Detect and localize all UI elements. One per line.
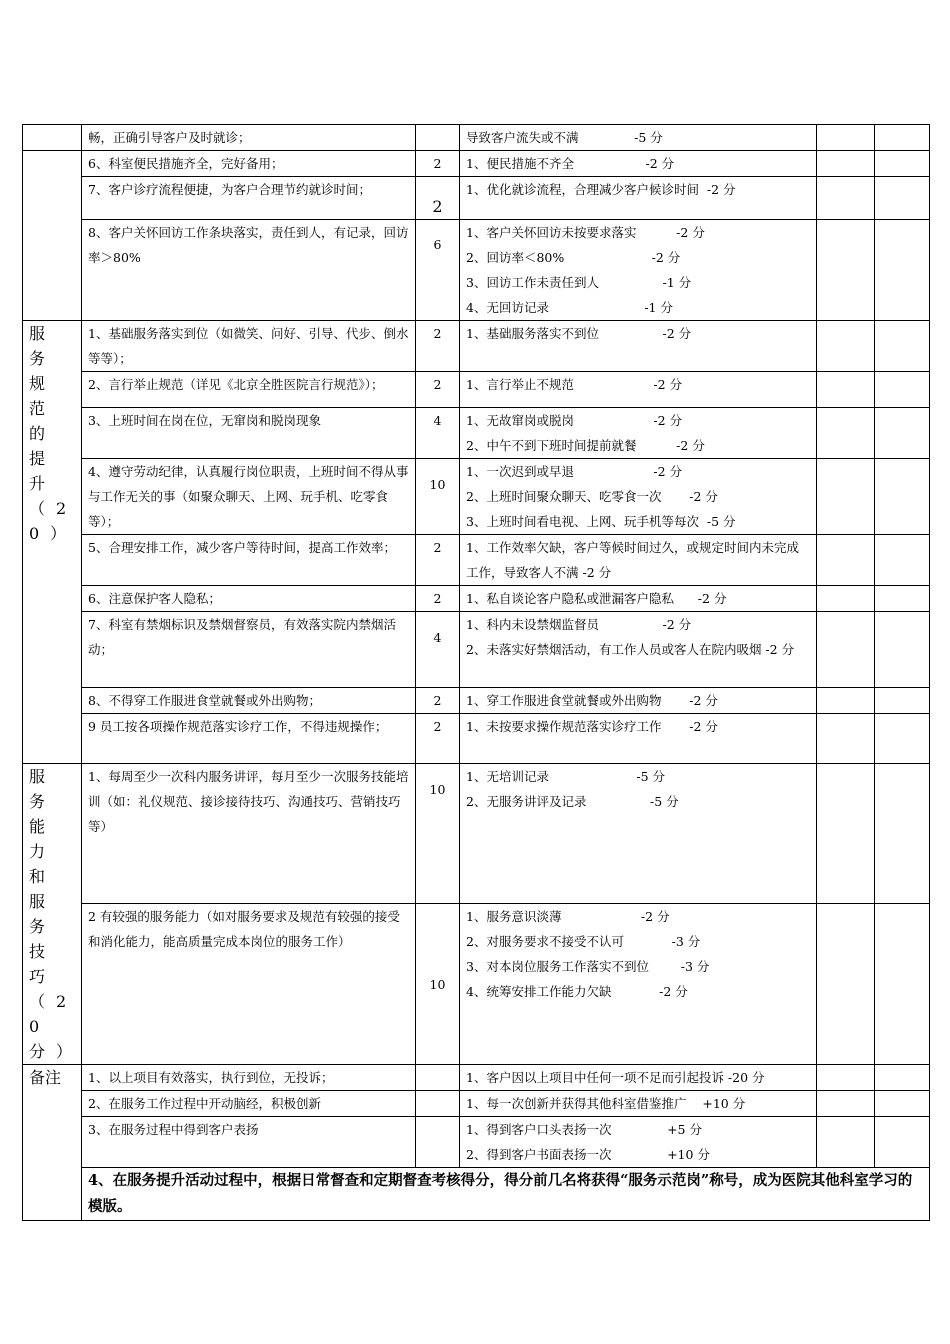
rule-cell bbox=[460, 688, 817, 714]
rule-line: 1、未按要求操作规范落实诊疗工作 -2 分 bbox=[466, 719, 718, 734]
score-cell: 10 bbox=[416, 459, 460, 535]
result-cell bbox=[817, 151, 875, 177]
remark-cell bbox=[875, 535, 930, 586]
rule-line: 1、无故窜岗或脱岗 -2 分 bbox=[466, 413, 683, 428]
result-cell bbox=[817, 688, 875, 714]
rule-line: 导致客户流失或不满 -5 分 bbox=[466, 130, 663, 145]
remark-cell bbox=[875, 372, 930, 408]
category-cell bbox=[23, 125, 82, 151]
remark-cell bbox=[875, 1091, 930, 1117]
rule-cell bbox=[460, 586, 817, 612]
score-cell: 2 bbox=[416, 714, 460, 764]
table-row bbox=[23, 125, 930, 151]
rule-cell bbox=[460, 177, 817, 220]
rule-cell bbox=[460, 408, 817, 459]
item-cell: 2、在服务工作过程中开动脑经，积极创新 bbox=[82, 1091, 416, 1117]
category-cell: 服务规范的提升（20） bbox=[23, 321, 82, 764]
table-row bbox=[23, 220, 930, 321]
category-cell: 备注 bbox=[23, 1065, 82, 1221]
remark-note: 4、在服务提升活动过程中，根据日常督查和定期督查考核得分，得分前几名将获得“服务示范岗”称号，成为医院其他科室学习的模版。 bbox=[82, 1168, 930, 1221]
remark-cell bbox=[875, 1117, 930, 1168]
rule-line: 1、客户关怀回访未按要求落实 -2 分 bbox=[466, 225, 705, 240]
remark-cell bbox=[875, 1065, 930, 1091]
item-cell: 2 有较强的服务能力（如对服务要求及规范有较强的接受和消化能力，能高质量完成本岗位的服务工作） bbox=[82, 904, 416, 1065]
rule-line: 2、对服务要求不接受不认可 -3 分 bbox=[466, 934, 701, 950]
rule-line: 1、每一次创新并获得其他科室借鉴推广 +10 分 bbox=[466, 1096, 746, 1111]
item-cell: 7、科室有禁烟标识及禁烟督察员，有效落实院内禁烟活动； bbox=[82, 612, 416, 688]
table-row bbox=[23, 321, 930, 372]
score-cell: 2 bbox=[416, 321, 460, 372]
remark-cell bbox=[875, 321, 930, 372]
remark-cell bbox=[875, 612, 930, 688]
rule-line: 1、优化就诊流程，合理减少客户候诊时间 -2 分 bbox=[466, 182, 736, 197]
remark-cell bbox=[875, 177, 930, 220]
rule-cell bbox=[460, 714, 817, 764]
table-row bbox=[23, 1168, 930, 1221]
table-row bbox=[23, 904, 930, 1065]
score-cell: 2 bbox=[416, 177, 460, 220]
table-row bbox=[23, 586, 930, 612]
item-cell: 1、基础服务落实到位（如微笑、问好、引导、代步、倒水等等）； bbox=[82, 321, 416, 372]
remark-cell bbox=[875, 459, 930, 535]
result-cell bbox=[817, 904, 875, 1065]
rule-line: 2、未落实好禁烟活动，有工作人员或客人在院内吸烟 -2 分 bbox=[466, 642, 795, 657]
item-cell: 9 员工按各项操作规范落实诊疗工作，不得违规操作； bbox=[82, 714, 416, 764]
item-cell: 2、言行举止规范（详见《北京全胜医院言行规范》）； bbox=[82, 372, 416, 408]
remark-cell bbox=[875, 764, 930, 904]
score-cell: 2 bbox=[416, 586, 460, 612]
remark-cell bbox=[875, 220, 930, 321]
item-cell: 5、合理安排工作，减少客户等待时间，提高工作效率； bbox=[82, 535, 416, 586]
rule-cell bbox=[460, 612, 817, 688]
rule-line: 1、客户因以上项目中任何一项不足而引起投诉 -20 分 bbox=[466, 1070, 765, 1085]
rule-cell bbox=[460, 220, 817, 321]
item-cell: 1、以上项目有效落实，执行到位，无投诉； bbox=[82, 1065, 416, 1091]
result-cell bbox=[817, 408, 875, 459]
rule-line: 2、上班时间聚众聊天、吃零食一次 -2 分 bbox=[466, 489, 718, 504]
result-cell bbox=[817, 372, 875, 408]
score-cell bbox=[416, 1065, 460, 1091]
score-cell: 2 bbox=[416, 535, 460, 586]
rule-cell bbox=[460, 372, 817, 408]
item-cell: 8、不得穿工作服进食堂就餐或外出购物； bbox=[82, 688, 416, 714]
rule-line: 1、基础服务落实不到位 -2 分 bbox=[466, 326, 692, 341]
category-cell bbox=[23, 151, 82, 321]
table-row bbox=[23, 764, 930, 904]
score-cell: 10 bbox=[416, 764, 460, 904]
table-row bbox=[23, 714, 930, 764]
rule-cell bbox=[460, 459, 817, 535]
rule-cell bbox=[460, 321, 817, 372]
item-cell: 8、客户关怀回访工作条块落实，责任到人，有记录，回访率＞80% bbox=[82, 220, 416, 321]
rule-line: 2、无服务讲评及记录 -5 分 bbox=[466, 794, 679, 809]
table-row bbox=[23, 612, 930, 688]
score-cell bbox=[416, 125, 460, 151]
rule-line: 4、无回访记录 -1 分 bbox=[466, 300, 673, 315]
result-cell bbox=[817, 612, 875, 688]
table-row bbox=[23, 1117, 930, 1168]
rule-line: 1、服务意识淡薄 -2 分 bbox=[466, 909, 670, 925]
table-row bbox=[23, 688, 930, 714]
score-cell: 4 bbox=[416, 612, 460, 688]
rule-line: 1、穿工作服进食堂就餐或外出购物 -2 分 bbox=[466, 693, 718, 708]
remark-cell bbox=[875, 714, 930, 764]
rule-cell bbox=[460, 904, 817, 1065]
rule-line: 1、科内未设禁烟监督员 -2 分 bbox=[466, 617, 692, 632]
rule-line: 4、统筹安排工作能力欠缺 -2 分 bbox=[466, 984, 688, 1000]
result-cell bbox=[817, 586, 875, 612]
rule-line: 3、对本岗位服务工作落实不到位 -3 分 bbox=[466, 959, 710, 975]
rule-line: 1、便民措施不齐全 -2 分 bbox=[466, 156, 675, 171]
table-row bbox=[23, 1091, 930, 1117]
rule-line: 1、得到客户口头表扬一次 +5 分 bbox=[466, 1122, 702, 1137]
rule-line: 1、私自谈论客户隐私或泄漏客户隐私 -2 分 bbox=[466, 591, 727, 606]
table-row bbox=[23, 459, 930, 535]
table-row bbox=[23, 372, 930, 408]
remark-cell bbox=[875, 688, 930, 714]
rule-cell bbox=[460, 764, 817, 904]
remark-cell bbox=[875, 125, 930, 151]
rule-line: 1、无培训记录 -5 分 bbox=[466, 769, 666, 784]
item-cell: 畅，正确引导客户及时就诊； bbox=[82, 125, 416, 151]
result-cell bbox=[817, 714, 875, 764]
result-cell bbox=[817, 321, 875, 372]
item-cell: 3、上班时间在岗在位，无窜岗和脱岗现象 bbox=[82, 408, 416, 459]
item-cell: 4、遵守劳动纪律，认真履行岗位职责，上班时间不得从事与工作无关的事（如聚众聊天、上网、玩手机、吃零食等）； bbox=[82, 459, 416, 535]
category-cell: 服务能力和服务技巧（20分） bbox=[23, 764, 82, 1065]
service-evaluation-table bbox=[22, 124, 930, 1221]
item-cell: 1、每周至少一次科内服务讲评，每月至少一次服务技能培训（如：礼仪规范、接诊接待技巧、沟通技巧、营销技巧等） bbox=[82, 764, 416, 904]
remark-cell bbox=[875, 586, 930, 612]
rule-cell bbox=[460, 1065, 817, 1091]
table-row bbox=[23, 1065, 930, 1091]
result-cell bbox=[817, 1065, 875, 1091]
score-cell bbox=[416, 1117, 460, 1168]
item-cell: 7、客户诊疗流程便捷，为客户合理节约就诊时间； bbox=[82, 177, 416, 220]
rule-line: 2、回访率＜80% -2 分 bbox=[466, 250, 681, 265]
result-cell bbox=[817, 177, 875, 220]
result-cell bbox=[817, 125, 875, 151]
rule-cell bbox=[460, 151, 817, 177]
rule-line: 2、得到客户书面表扬一次 +10 分 bbox=[466, 1147, 710, 1162]
rule-line: 2、中午不到下班时间提前就餐 -2 分 bbox=[466, 438, 705, 453]
rule-line: 1、一次迟到或早退 -2 分 bbox=[466, 464, 683, 479]
score-cell: 2 bbox=[416, 372, 460, 408]
score-cell bbox=[416, 1091, 460, 1117]
result-cell bbox=[817, 1117, 875, 1168]
result-cell bbox=[817, 1091, 875, 1117]
table-row bbox=[23, 151, 930, 177]
item-cell: 3、在服务过程中得到客户表扬 bbox=[82, 1117, 416, 1168]
rule-cell: 1、工作效率欠缺，客户等候时间过久，或规定时间内未完成工作，导致客人不满 -2 分 bbox=[460, 535, 817, 586]
score-cell: 4 bbox=[416, 408, 460, 459]
score-cell: 10 bbox=[416, 904, 460, 1065]
result-cell bbox=[817, 535, 875, 586]
rule-line: 1、言行举止不规范 -2 分 bbox=[466, 377, 683, 392]
remark-cell bbox=[875, 904, 930, 1065]
rule-cell bbox=[460, 1091, 817, 1117]
result-cell bbox=[817, 764, 875, 904]
rule-cell bbox=[460, 1117, 817, 1168]
item-cell: 6、注意保护客人隐私； bbox=[82, 586, 416, 612]
remark-cell bbox=[875, 408, 930, 459]
rule-cell bbox=[460, 125, 817, 151]
score-cell: 2 bbox=[416, 688, 460, 714]
table-row bbox=[23, 177, 930, 220]
remark-cell bbox=[875, 151, 930, 177]
item-cell: 6、科室便民措施齐全，完好备用； bbox=[82, 151, 416, 177]
table-row bbox=[23, 408, 930, 459]
result-cell bbox=[817, 220, 875, 321]
table-row bbox=[23, 535, 930, 586]
rule-line: 3、回访工作未责任到人 -1 分 bbox=[466, 275, 692, 290]
score-cell: 2 bbox=[416, 151, 460, 177]
score-cell: 6 bbox=[416, 220, 460, 321]
result-cell bbox=[817, 459, 875, 535]
rule-line: 3、上班时间看电视、上网、玩手机等每次 -5 分 bbox=[466, 514, 736, 529]
